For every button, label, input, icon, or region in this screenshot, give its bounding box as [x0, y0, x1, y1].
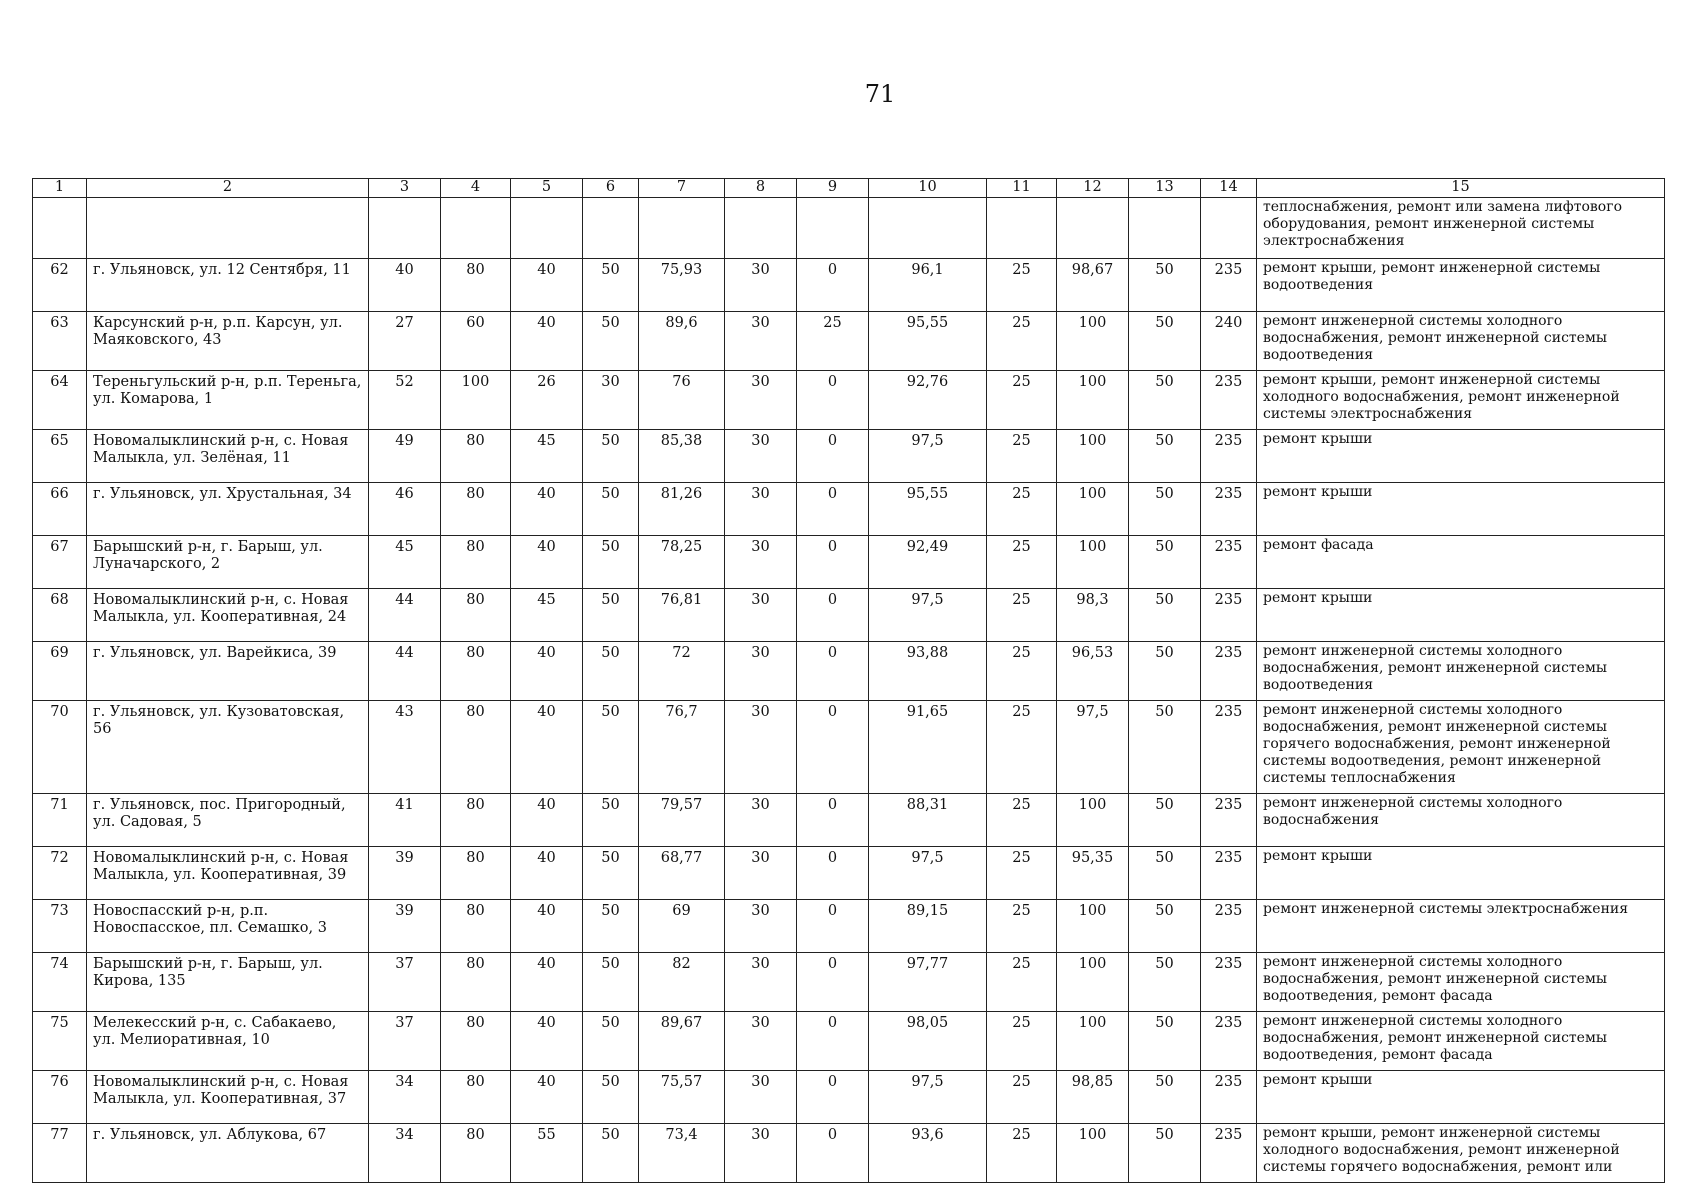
column-header-6: 6: [583, 179, 639, 198]
cell-value-col-5: 45: [511, 430, 583, 483]
cell-work-types: ремонт крыши: [1257, 430, 1665, 483]
cell-value-col-8: 30: [725, 642, 797, 701]
cell-value-col-9: 0: [797, 794, 869, 847]
cell-work-types: ремонт крыши, ремонт инженерной системы холодного водоснабжения, ремонт инженерной системы электроснабжения: [1257, 371, 1665, 430]
cell-value-col-6: 50: [583, 1071, 639, 1124]
cell-value-col-10: 95,55: [869, 483, 987, 536]
cell-address: Новоспасский р-н, р.п. Новоспасское, пл. Семашко, 3: [87, 900, 369, 953]
cell-value-col-9: 0: [797, 701, 869, 794]
cell-work-types: ремонт крыши, ремонт инженерной системы водоотведения: [1257, 259, 1665, 312]
table-row: [33, 312, 1665, 371]
cell-value-col-7: 75,57: [639, 1071, 725, 1124]
cell-empty: [369, 198, 441, 259]
cell-value-col-10: 96,1: [869, 259, 987, 312]
table-row: [33, 483, 1665, 536]
page-number: 71: [864, 80, 896, 108]
cell-value-col-11: 25: [987, 847, 1057, 900]
cell-empty: [511, 198, 583, 259]
cell-value-col-10: 93,88: [869, 642, 987, 701]
cell-value-col-12: 98,67: [1057, 259, 1129, 312]
cell-value-col-14: 235: [1201, 430, 1257, 483]
cell-value-col-5: 40: [511, 536, 583, 589]
cell-address: Барышский р-н, г. Барыш, ул. Кирова, 135: [87, 953, 369, 1012]
cell-value-col-14: 235: [1201, 847, 1257, 900]
cell-value-col-6: 50: [583, 483, 639, 536]
cell-value-col-4: 80: [441, 900, 511, 953]
cell-row-number: 64: [33, 371, 87, 430]
table-row: [33, 1012, 1665, 1071]
cell-value-col-7: 81,26: [639, 483, 725, 536]
cell-value-col-9: 0: [797, 371, 869, 430]
cell-value-col-3: 44: [369, 642, 441, 701]
cell-value-col-8: 30: [725, 900, 797, 953]
cell-work-types: ремонт инженерной системы холодного водоснабжения: [1257, 794, 1665, 847]
cell-value-col-3: 34: [369, 1071, 441, 1124]
cell-value-col-7: 69: [639, 900, 725, 953]
cell-value-col-12: 100: [1057, 1124, 1129, 1183]
cell-value-col-8: 30: [725, 847, 797, 900]
cell-empty: [987, 198, 1057, 259]
cell-value-col-7: 85,38: [639, 430, 725, 483]
cell-value-col-9: 0: [797, 1071, 869, 1124]
cell-value-col-11: 25: [987, 900, 1057, 953]
cell-row-number: 76: [33, 1071, 87, 1124]
cell-value-col-6: 50: [583, 953, 639, 1012]
cell-value-col-10: 98,05: [869, 1012, 987, 1071]
cell-address: г. Ульяновск, ул. Хрустальная, 34: [87, 483, 369, 536]
cell-empty: [1057, 198, 1129, 259]
cell-value-col-14: 235: [1201, 900, 1257, 953]
cell-value-col-13: 50: [1129, 953, 1201, 1012]
cell-value-col-5: 40: [511, 794, 583, 847]
cell-value-col-5: 40: [511, 483, 583, 536]
cell-row-number: 66: [33, 483, 87, 536]
table-row: [33, 900, 1665, 953]
cell-value-col-10: 92,76: [869, 371, 987, 430]
table-row: [33, 259, 1665, 312]
cell-empty: [583, 198, 639, 259]
table-body: [33, 198, 1665, 1183]
cell-value-col-7: 73,4: [639, 1124, 725, 1183]
cell-value-col-13: 50: [1129, 701, 1201, 794]
cell-row-number: 69: [33, 642, 87, 701]
cell-work-types: ремонт крыши: [1257, 589, 1665, 642]
cell-row-number: 74: [33, 953, 87, 1012]
cell-value-col-6: 50: [583, 1012, 639, 1071]
cell-value-col-4: 80: [441, 430, 511, 483]
cell-value-col-13: 50: [1129, 794, 1201, 847]
cell-value-col-5: 40: [511, 312, 583, 371]
cell-value-col-13: 50: [1129, 847, 1201, 900]
cell-value-col-14: 235: [1201, 701, 1257, 794]
cell-value-col-7: 76: [639, 371, 725, 430]
cell-value-col-8: 30: [725, 430, 797, 483]
column-header-9: 9: [797, 179, 869, 198]
cell-work-types: ремонт крыши, ремонт инженерной системы холодного водоснабжения, ремонт инженерной системы горячего водоснабжения, ремонт или: [1257, 1124, 1665, 1183]
cell-work-types: ремонт фасада: [1257, 536, 1665, 589]
cell-value-col-4: 80: [441, 953, 511, 1012]
cell-value-col-14: 235: [1201, 371, 1257, 430]
cell-value-col-11: 25: [987, 259, 1057, 312]
cell-value-col-9: 0: [797, 589, 869, 642]
cell-value-col-6: 50: [583, 430, 639, 483]
cell-value-col-5: 40: [511, 259, 583, 312]
cell-address: Новомалыклинский р-н, с. Новая Малыкла, ул. Кооперативная, 24: [87, 589, 369, 642]
cell-value-col-3: 40: [369, 259, 441, 312]
cell-empty: [1129, 198, 1201, 259]
cell-row-number: 63: [33, 312, 87, 371]
cell-value-col-9: 0: [797, 1012, 869, 1071]
cell-value-col-10: 92,49: [869, 536, 987, 589]
cell-value-col-3: 43: [369, 701, 441, 794]
cell-value-col-4: 80: [441, 642, 511, 701]
cell-value-col-11: 25: [987, 1124, 1057, 1183]
cell-value-col-7: 82: [639, 953, 725, 1012]
cell-value-col-11: 25: [987, 589, 1057, 642]
cell-value-col-10: 97,5: [869, 430, 987, 483]
cell-value-col-12: 98,85: [1057, 1071, 1129, 1124]
cell-value-col-5: 40: [511, 701, 583, 794]
cell-value-col-7: 78,25: [639, 536, 725, 589]
cell-value-col-3: 37: [369, 953, 441, 1012]
cell-value-col-6: 50: [583, 794, 639, 847]
cell-value-col-3: 45: [369, 536, 441, 589]
cell-value-col-4: 80: [441, 483, 511, 536]
cell-value-col-13: 50: [1129, 642, 1201, 701]
cell-value-col-6: 50: [583, 589, 639, 642]
cell-value-col-7: 68,77: [639, 847, 725, 900]
cell-address: Новомалыклинский р-н, с. Новая Малыкла, ул. Кооперативная, 37: [87, 1071, 369, 1124]
cell-value-col-9: 25: [797, 312, 869, 371]
cell-value-col-10: 97,5: [869, 1071, 987, 1124]
cell-value-col-13: 50: [1129, 483, 1201, 536]
cell-value-col-5: 40: [511, 642, 583, 701]
cell-value-col-11: 25: [987, 794, 1057, 847]
cell-value-col-9: 0: [797, 430, 869, 483]
cell-value-col-11: 25: [987, 701, 1057, 794]
cell-value-col-6: 30: [583, 371, 639, 430]
cell-value-col-8: 30: [725, 794, 797, 847]
table-row: [33, 701, 1665, 794]
cell-work-types: ремонт крыши: [1257, 483, 1665, 536]
cell-value-col-3: 34: [369, 1124, 441, 1183]
cell-value-col-6: 50: [583, 900, 639, 953]
cell-value-col-8: 30: [725, 1071, 797, 1124]
column-header-1: 1: [33, 179, 87, 198]
cell-address: Тереньгульский р-н, р.п. Тереньга, ул. Комарова, 1: [87, 371, 369, 430]
cell-value-col-14: 235: [1201, 589, 1257, 642]
table-row: [33, 1071, 1665, 1124]
cell-work-types: ремонт крыши: [1257, 847, 1665, 900]
cell-value-col-8: 30: [725, 371, 797, 430]
column-header-10: 10: [869, 179, 987, 198]
cell-address: г. Ульяновск, ул. Кузоватовская, 56: [87, 701, 369, 794]
header-row: [33, 179, 1665, 198]
cell-value-col-12: 100: [1057, 483, 1129, 536]
cell-work-types: ремонт инженерной системы холодного водоснабжения, ремонт инженерной системы горячего водоснабжения, ремонт инженерной системы водоотведения, ремонт инженерной системы теплоснабжения: [1257, 701, 1665, 794]
cell-address: Карсунский р-н, р.п. Карсун, ул. Маяковского, 43: [87, 312, 369, 371]
cell-value-col-9: 0: [797, 642, 869, 701]
cell-address: Новомалыклинский р-н, с. Новая Малыкла, ул. Зелёная, 11: [87, 430, 369, 483]
table-row: [33, 794, 1665, 847]
cell-value-col-6: 50: [583, 847, 639, 900]
cell-value-col-13: 50: [1129, 1071, 1201, 1124]
cell-value-col-14: 240: [1201, 312, 1257, 371]
cell-value-col-5: 55: [511, 1124, 583, 1183]
cell-value-col-14: 235: [1201, 1124, 1257, 1183]
cell-value-col-13: 50: [1129, 371, 1201, 430]
cell-value-col-10: 95,55: [869, 312, 987, 371]
column-header-7: 7: [639, 179, 725, 198]
cell-address: Новомалыклинский р-н, с. Новая Малыкла, ул. Кооперативная, 39: [87, 847, 369, 900]
cell-value-col-7: 79,57: [639, 794, 725, 847]
table-row: [33, 430, 1665, 483]
cell-value-col-9: 0: [797, 900, 869, 953]
cell-value-col-7: 75,93: [639, 259, 725, 312]
cell-value-col-14: 235: [1201, 642, 1257, 701]
cell-row-number: 68: [33, 589, 87, 642]
cell-value-col-4: 60: [441, 312, 511, 371]
cell-empty: [725, 198, 797, 259]
cell-value-col-9: 0: [797, 536, 869, 589]
cell-value-col-10: 97,5: [869, 589, 987, 642]
cell-row-number: 70: [33, 701, 87, 794]
cell-value-col-7: 76,81: [639, 589, 725, 642]
cell-value-col-14: 235: [1201, 953, 1257, 1012]
cell-value-col-8: 30: [725, 1124, 797, 1183]
cell-value-col-12: 98,3: [1057, 589, 1129, 642]
column-header-2: 2: [87, 179, 369, 198]
cell-value-col-11: 25: [987, 312, 1057, 371]
cell-value-col-4: 80: [441, 259, 511, 312]
cell-value-col-13: 50: [1129, 1124, 1201, 1183]
cell-address: г. Ульяновск, пос. Пригородный, ул. Садовая, 5: [87, 794, 369, 847]
cell-value-col-14: 235: [1201, 1012, 1257, 1071]
cell-value-col-3: 46: [369, 483, 441, 536]
cell-address: Барышский р-н, г. Барыш, ул. Луначарского, 2: [87, 536, 369, 589]
cell-value-col-10: 89,15: [869, 900, 987, 953]
cell-value-col-13: 50: [1129, 1012, 1201, 1071]
cell-value-col-10: 97,77: [869, 953, 987, 1012]
cell-row-number: 75: [33, 1012, 87, 1071]
cell-value-col-4: 80: [441, 847, 511, 900]
cell-value-col-12: 100: [1057, 900, 1129, 953]
cell-value-col-14: 235: [1201, 259, 1257, 312]
cell-value-col-13: 50: [1129, 900, 1201, 953]
cell-row-number: 77: [33, 1124, 87, 1183]
cell-value-col-12: 100: [1057, 371, 1129, 430]
cell-value-col-9: 0: [797, 1124, 869, 1183]
cell-value-col-8: 30: [725, 483, 797, 536]
table-row: [33, 1124, 1665, 1183]
cell-value-col-11: 25: [987, 1012, 1057, 1071]
cell-value-col-11: 25: [987, 1071, 1057, 1124]
cell-value-col-12: 95,35: [1057, 847, 1129, 900]
cell-address: г. Ульяновск, ул. 12 Сентября, 11: [87, 259, 369, 312]
cell-empty: [797, 198, 869, 259]
cell-value-col-11: 25: [987, 483, 1057, 536]
cell-value-col-14: 235: [1201, 1071, 1257, 1124]
cell-value-col-9: 0: [797, 259, 869, 312]
cell-value-col-6: 50: [583, 701, 639, 794]
cell-value-col-5: 40: [511, 1012, 583, 1071]
cell-value-col-10: 97,5: [869, 847, 987, 900]
column-header-15: 15: [1257, 179, 1665, 198]
table-row: [33, 371, 1665, 430]
cell-row-number: 62: [33, 259, 87, 312]
cell-value-col-11: 25: [987, 953, 1057, 1012]
cell-value-col-5: 40: [511, 953, 583, 1012]
cell-value-col-4: 100: [441, 371, 511, 430]
cell-work-types: ремонт инженерной системы электроснабжения: [1257, 900, 1665, 953]
cell-value-col-5: 45: [511, 589, 583, 642]
cell-value-col-13: 50: [1129, 259, 1201, 312]
cell-value-col-4: 80: [441, 1124, 511, 1183]
cell-value-col-4: 80: [441, 1071, 511, 1124]
cell-row-number: 72: [33, 847, 87, 900]
cell-value-col-3: 37: [369, 1012, 441, 1071]
cell-value-col-13: 50: [1129, 312, 1201, 371]
cell-value-col-8: 30: [725, 536, 797, 589]
cell-value-col-5: 26: [511, 371, 583, 430]
cell-value-col-12: 100: [1057, 794, 1129, 847]
cell-value-col-12: 100: [1057, 1012, 1129, 1071]
cell-address: г. Ульяновск, ул. Аблукова, 67: [87, 1124, 369, 1183]
cell-value-col-6: 50: [583, 312, 639, 371]
cell-value-col-8: 30: [725, 1012, 797, 1071]
column-header-4: 4: [441, 179, 511, 198]
cell-value-col-12: 100: [1057, 953, 1129, 1012]
cell-empty: [869, 198, 987, 259]
cell-address: Мелекесский р-н, с. Сабакаево, ул. Мелиоративная, 10: [87, 1012, 369, 1071]
cell-value-col-11: 25: [987, 536, 1057, 589]
cell-value-col-6: 50: [583, 259, 639, 312]
cell-work-types: ремонт инженерной системы холодного водоснабжения, ремонт инженерной системы водоотведения, ремонт фасада: [1257, 1012, 1665, 1071]
cell-value-col-4: 80: [441, 536, 511, 589]
cell-value-col-13: 50: [1129, 589, 1201, 642]
cell-value-col-12: 100: [1057, 312, 1129, 371]
cell-value-col-7: 89,6: [639, 312, 725, 371]
cell-value-col-3: 44: [369, 589, 441, 642]
table-row: [33, 589, 1665, 642]
cell-value-col-5: 40: [511, 847, 583, 900]
cell-row-number: 65: [33, 430, 87, 483]
cell-value-col-8: 30: [725, 701, 797, 794]
cell-value-col-12: 100: [1057, 536, 1129, 589]
cell-value-col-9: 0: [797, 483, 869, 536]
cell-value-col-4: 80: [441, 589, 511, 642]
table-row: [33, 953, 1665, 1012]
cell-value-col-6: 50: [583, 642, 639, 701]
cell-value-col-8: 30: [725, 259, 797, 312]
column-header-8: 8: [725, 179, 797, 198]
column-header-12: 12: [1057, 179, 1129, 198]
cell-value-col-3: 27: [369, 312, 441, 371]
cell-value-col-14: 235: [1201, 483, 1257, 536]
cell-value-col-13: 50: [1129, 430, 1201, 483]
cell-value-col-7: 76,7: [639, 701, 725, 794]
cell-value-col-8: 30: [725, 312, 797, 371]
cell-work-types: ремонт инженерной системы холодного водоснабжения, ремонт инженерной системы водоотведения: [1257, 642, 1665, 701]
cell-value-col-3: 52: [369, 371, 441, 430]
cell-work-continuation: теплоснабжения, ремонт или замена лифтового оборудования, ремонт инженерной системы электроснабжения: [1257, 198, 1665, 259]
column-header-5: 5: [511, 179, 583, 198]
cell-value-col-12: 96,53: [1057, 642, 1129, 701]
cell-empty: [33, 198, 87, 259]
column-header-3: 3: [369, 179, 441, 198]
cell-work-types: ремонт крыши: [1257, 1071, 1665, 1124]
cell-value-col-4: 80: [441, 701, 511, 794]
cell-empty: [441, 198, 511, 259]
cell-value-col-7: 72: [639, 642, 725, 701]
cell-work-types: ремонт инженерной системы холодного водоснабжения, ремонт инженерной системы водоотведения, ремонт фасада: [1257, 953, 1665, 1012]
table-row: [33, 847, 1665, 900]
cell-value-col-10: 91,65: [869, 701, 987, 794]
cell-value-col-3: 39: [369, 847, 441, 900]
cell-value-col-7: 89,67: [639, 1012, 725, 1071]
cell-value-col-11: 25: [987, 430, 1057, 483]
data-sheet: [32, 178, 1664, 1183]
cell-value-col-9: 0: [797, 953, 869, 1012]
cell-value-col-3: 39: [369, 900, 441, 953]
cell-row-number: 71: [33, 794, 87, 847]
cell-value-col-9: 0: [797, 847, 869, 900]
cell-row-number: 67: [33, 536, 87, 589]
table-row: [33, 536, 1665, 589]
cell-address: г. Ульяновск, ул. Варейкиса, 39: [87, 642, 369, 701]
cell-empty: [639, 198, 725, 259]
cell-value-col-11: 25: [987, 371, 1057, 430]
cell-value-col-3: 41: [369, 794, 441, 847]
cell-empty: [87, 198, 369, 259]
cell-value-col-4: 80: [441, 794, 511, 847]
cell-value-col-11: 25: [987, 642, 1057, 701]
cell-value-col-14: 235: [1201, 794, 1257, 847]
cell-value-col-8: 30: [725, 589, 797, 642]
cell-value-col-4: 80: [441, 1012, 511, 1071]
cell-value-col-5: 40: [511, 900, 583, 953]
cell-value-col-10: 93,6: [869, 1124, 987, 1183]
column-header-14: 14: [1201, 179, 1257, 198]
cell-value-col-10: 88,31: [869, 794, 987, 847]
cell-empty: [1201, 198, 1257, 259]
cell-value-col-5: 40: [511, 1071, 583, 1124]
cell-value-col-6: 50: [583, 536, 639, 589]
cell-value-col-6: 50: [583, 1124, 639, 1183]
continuation-row: [33, 198, 1665, 259]
cell-value-col-8: 30: [725, 953, 797, 1012]
cell-value-col-12: 97,5: [1057, 701, 1129, 794]
cell-value-col-3: 49: [369, 430, 441, 483]
table-row: [33, 642, 1665, 701]
cell-work-types: ремонт инженерной системы холодного водоснабжения, ремонт инженерной системы водоотведения: [1257, 312, 1665, 371]
repair-table: [32, 178, 1665, 1183]
cell-value-col-14: 235: [1201, 536, 1257, 589]
column-header-11: 11: [987, 179, 1057, 198]
column-header-13: 13: [1129, 179, 1201, 198]
cell-value-col-13: 50: [1129, 536, 1201, 589]
cell-value-col-12: 100: [1057, 430, 1129, 483]
cell-row-number: 73: [33, 900, 87, 953]
